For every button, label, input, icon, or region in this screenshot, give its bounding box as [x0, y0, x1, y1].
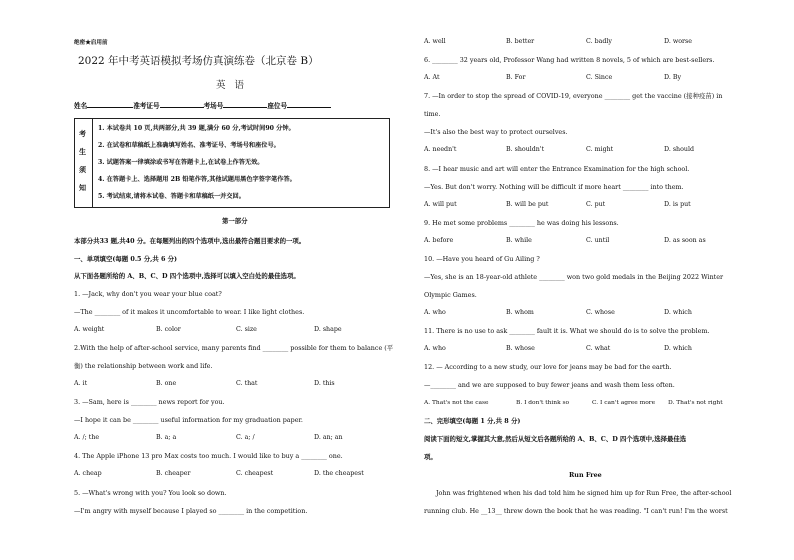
option-a: A. well — [424, 38, 446, 45]
seat-number-label: 座位号 — [267, 102, 288, 110]
question-line: 1. —Jack, why don't you wear your blue coat? — [74, 290, 222, 298]
question-line: —I hope it can be ________ useful information for my graduation paper. — [74, 416, 303, 424]
subject-title: 英 语 — [216, 80, 248, 91]
option-b: B. whom — [506, 309, 534, 316]
part-one-desc: 本部分共33 题,共40 分。在每题列出的四个选项中,选出最符合题目要求的一项。 — [74, 237, 306, 245]
question-line: —I'm angry with myself because I played so ________ in the competition. — [74, 507, 308, 515]
option-b: B. a; a — [156, 434, 177, 441]
part-one-heading: 第一部分 — [222, 217, 248, 225]
option-b: B. will be put — [506, 201, 549, 208]
option-c: C. might — [586, 146, 614, 153]
exam-title: 2022 年中考英语模拟考场仿真演练卷（北京卷 B） — [78, 55, 319, 67]
option-b: B. whose — [506, 345, 535, 352]
option-d: D. which — [664, 345, 692, 352]
question-line: 10. —Have you heard of Gu Ailing ? — [424, 255, 540, 263]
question-line: 6. ________ 32 years old, Professor Wang had written 8 novels, 5 of which are best-sellers. — [424, 56, 715, 64]
option-b: B. while — [506, 237, 532, 244]
right-column — [424, 0, 742, 560]
option-d: D. as soon as — [664, 237, 706, 244]
option-d: D. is put — [664, 201, 691, 208]
question-line: 衡) the relationship between work and life. — [74, 362, 213, 370]
notice-item: 3. 试题答案一律填涂或书写在答题卡上,在试卷上作答无效。 — [98, 159, 264, 166]
option-b: B. For — [506, 74, 526, 81]
notice-box — [74, 118, 390, 208]
option-d: D. By — [664, 74, 682, 81]
option-d: D. the cheapest — [314, 470, 364, 477]
question-line: —________ and we are supposed to buy fewer jeans and wash them less often. — [424, 381, 675, 389]
notice-item: 2. 在试卷和草稿纸上准确填写姓名、准考证号、考场号和座位号。 — [98, 142, 280, 149]
option-b: B. cheaper — [156, 470, 191, 477]
option-a: A. cheap — [74, 470, 102, 477]
notice-item: 1. 本试卷共 10 页,共两部分,共 39 题,满分 60 分,考试时间90 分钟。 — [98, 125, 295, 132]
option-c: C. Since — [586, 74, 613, 81]
section-one-title: 一、单项填空(每题 0.5 分,共 6 分) — [74, 255, 178, 263]
question-line: 11. There is no use to ask ________ fault it is. What we should do is to solve the problem. — [424, 327, 710, 335]
option-a: A. who — [424, 345, 446, 352]
option-b: B. color — [156, 326, 181, 333]
question-line: 5. —What's wrong with you? You look so down. — [74, 489, 227, 497]
option-c: C. put — [586, 201, 606, 208]
option-c: C. cheapest — [236, 470, 274, 477]
option-a: A. who — [424, 309, 446, 316]
option-c: C. that — [236, 380, 258, 387]
option-c: C. until — [586, 237, 610, 244]
question-line: —Yes, she is an 18-year-old athlete ________ won two gold medals in the Beijing 2022 Winter — [424, 273, 724, 281]
option-d: D. shape — [314, 326, 342, 333]
option-b: B. shouldn't — [506, 146, 545, 153]
left-column — [74, 0, 394, 560]
option-c: C. I can't agree more — [592, 400, 656, 406]
option-a: A. That's not the case — [424, 400, 489, 406]
option-a: A. will put — [424, 201, 457, 208]
question-line: 4. The Apple iPhone 13 pro Max costs too much. I would like to buy a ________ one. — [74, 452, 343, 460]
section-two-instruction-cont: 项。 — [424, 453, 437, 461]
option-d: D. That's not right — [668, 400, 723, 406]
section-two-title: 二、完形填空(每题 1 分,共 8 分) — [424, 417, 521, 425]
option-d: D. this — [314, 380, 335, 387]
question-line: —It's also the best way to protect ourselves. — [424, 128, 568, 136]
option-b: B. better — [506, 38, 535, 45]
option-d: D. should — [664, 146, 695, 153]
question-line: 8. —I hear music and art will enter the Entrance Examination for the high school. — [424, 165, 690, 173]
passage-line: running club. He __13__ threw down the book that he was reading. "I can't run! I'm the worst — [424, 507, 728, 515]
question-line: —Yes. But don't worry. Nothing will be difficult if more heart ________ into them. — [424, 183, 684, 191]
option-a: A. it — [74, 380, 88, 387]
notice-side-label: 考 生 须 知 — [75, 119, 93, 207]
option-c: C. what — [586, 345, 611, 352]
section-one-instruction: 从下面各题所给的 A、B、C、D 四个选项中,选择可以填入空白处的最佳选项。 — [74, 272, 300, 280]
option-c: C. a; / — [236, 434, 255, 441]
option-c: C. whose — [586, 309, 615, 316]
option-a: A. needn't — [424, 146, 457, 153]
passage-line: John was frightened when his dad told him he signed him up for Run Free, the after-school — [436, 489, 732, 497]
secret-label: 绝密★启用前 — [74, 40, 108, 46]
name-field-label: 姓名 — [74, 102, 88, 110]
option-a: A. weight — [74, 326, 105, 333]
question-line: 3. —Sam, here is ________ news report for you. — [74, 398, 225, 406]
option-b: B. one — [156, 380, 177, 387]
passage-title: Run Free — [569, 471, 602, 479]
room-number-label: 考场号 — [203, 102, 224, 110]
info-fields — [74, 102, 331, 110]
option-c: C. size — [236, 326, 257, 333]
option-d: D. worse — [664, 38, 692, 45]
option-a: A. At — [424, 74, 440, 81]
question-line: time. — [424, 110, 441, 118]
question-line: —The ________ of it makes it uncomfortable to wear. I like light clothes. — [74, 308, 305, 316]
option-a: A. /; the — [74, 434, 100, 441]
question-line: 9. He met some problems ________ he was doing his lessons. — [424, 219, 619, 227]
option-d: D. which — [664, 309, 692, 316]
exam-number-label: 准考证号 — [133, 102, 160, 110]
question-line: 2.With the help of after-school service, many parents find ________ possible for them to balance (平 — [74, 344, 394, 352]
option-b: B. I don't think so — [516, 400, 570, 406]
option-a: A. before — [424, 237, 454, 244]
notice-item: 5. 考试结束,请将本试卷、答题卡和草稿纸一并交回。 — [98, 193, 245, 200]
option-d: D. an; an — [314, 434, 343, 441]
question-line: Olympic Games. — [424, 291, 477, 299]
option-c: C. badly — [586, 38, 612, 45]
section-two-instruction: 阅读下面的短文,掌握其大意,然后从短文后各题所给的 A、B、C、D 四个选项中,选择最佳选 — [424, 435, 687, 443]
question-line: 12. — According to a new study, our love for jeans may be bad for the earth. — [424, 363, 672, 371]
notice-item: 4. 在答题卡上、选择题用 2B 铅笔作答,其他试题用黑色字签字笔作答。 — [98, 176, 296, 183]
question-line: 7. —In order to stop the spread of COVID-19, everyone ________ get the vaccine (接种疫苗) in — [424, 92, 723, 100]
